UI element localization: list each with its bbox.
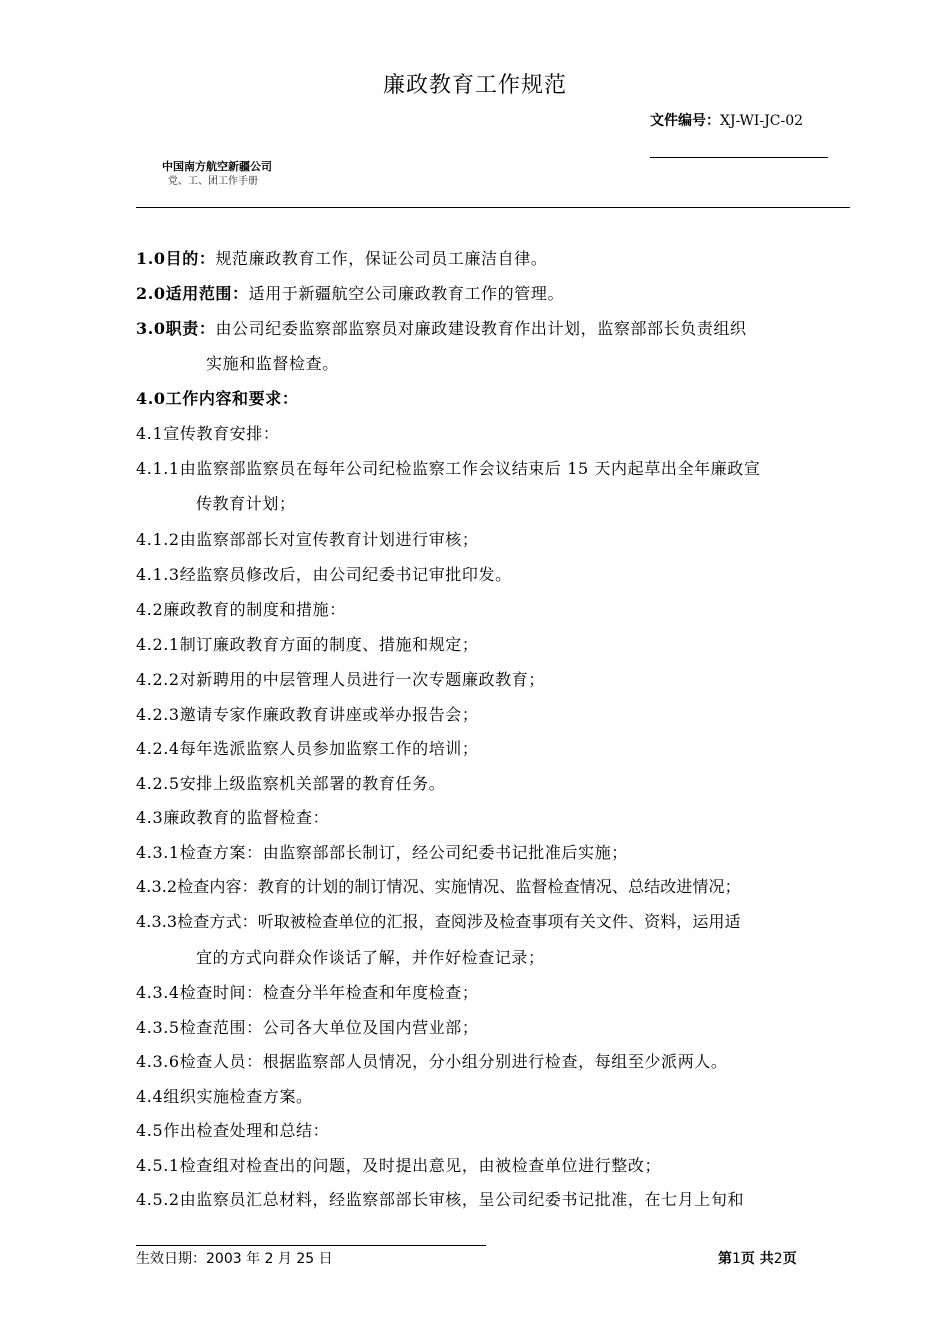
section-purpose (136, 246, 547, 269)
list-item: 4.5.1检查组对检查出的问题，及时提出意见，由被检查单位进行整改； (136, 1156, 662, 1175)
list-item-cont: 传教育计划； (196, 494, 296, 513)
effective-date: 生效日期：2003 年 2 月 25 日 (136, 1251, 333, 1267)
list-item: 4.2.5安排上级监察机关部署的教育任务。 (136, 774, 446, 793)
list-item: 4.2.4每年选派监察人员参加监察工作的培训； (136, 739, 479, 758)
section-content-heading: 4.0工作内容和要求： (136, 389, 299, 408)
page-indicator (718, 1248, 797, 1268)
footer-divider (136, 1245, 486, 1246)
list-item: 4.3廉政教育的监督检查： (136, 808, 330, 827)
document-number-underline (650, 157, 828, 158)
list-item: 4.4组织实施检查方案。 (136, 1087, 313, 1106)
list-item: 4.2廉政教育的制度和措施： (136, 600, 346, 619)
list-item: 4.1.3经监察员修改后，由公司纪委书记审批印发。 (136, 565, 512, 584)
document-number-label: 文件编号： (650, 113, 720, 129)
document-title: 廉政教育工作规范 (382, 73, 567, 98)
list-item: 4.2.2对新聘用的中层管理人员进行一次专题廉政教育； (136, 670, 545, 689)
list-item: 4.3.4检查时间：检查分半年检查和年度检查； (136, 983, 479, 1002)
section-purpose-label: 1.0目的： (136, 249, 216, 268)
section-scope-label: 2.0适用范围： (136, 284, 249, 303)
section-responsibility-text: 由公司纪委监察部监察员对廉政建设教育作出计划，监察部部长负责组织 (215, 319, 747, 338)
list-item-cont: 宜的方式向群众作谈话了解，并作好检查记录； (196, 948, 545, 967)
company-name: 中国南方航空新疆公司 (162, 160, 272, 173)
page-mid: 页 共 (740, 1251, 774, 1267)
manual-name: 党、工、团工作手册 (168, 176, 258, 187)
document-number-value: XJ-WI-JC-02 (720, 113, 804, 129)
list-item: 4.3.6检查人员：根据监察部人员情况，分小组分别进行检查，每组至少派两人。 (136, 1052, 728, 1071)
list-item: 4.1.1由监察部监察员在每年公司纪检监察工作会议结束后 15 天内起草出全年廉政宣 (136, 459, 761, 478)
list-item: 4.2.1制订廉政教育方面的制度、措施和规定； (136, 635, 479, 654)
page-total: 2 (773, 1251, 783, 1267)
section-responsibility-cont: 实施和监督检查。 (206, 354, 339, 373)
list-item: 4.5作出检查处理和总结： (136, 1121, 330, 1140)
list-item: 4.1宣传教育安排： (136, 424, 280, 443)
section-scope-text: 适用于新疆航空公司廉政教育工作的管理。 (248, 284, 565, 303)
list-item: 4.2.3邀请专家作廉政教育讲座或举办报告会； (136, 705, 479, 724)
list-item: 4.3.5检查范围：公司各大单位及国内营业部； (136, 1018, 479, 1037)
section-purpose-text: 规范廉政教育工作，保证公司员工廉洁自律。 (215, 249, 548, 268)
section-responsibility-label: 3.0职责： (136, 319, 216, 338)
list-item: 4.3.3检查方式：听取被检查单位的汇报，查阅涉及检查事项有关文件、资料，运用适 (136, 912, 741, 931)
list-item: 4.1.2由监察部部长对宣传教育计划进行审核； (136, 530, 479, 549)
page-current: 1 (732, 1251, 741, 1267)
section-scope (136, 281, 564, 304)
list-item: 4.3.2检查内容：教育的计划的制订情况、实施情况、监督检查情况、总结改进情况； (136, 877, 741, 896)
list-item: 4.5.2由监察员汇总材料，经监察部部长审核，呈公司纪委书记批准，在七月上旬和 (136, 1190, 745, 1209)
page-prefix: 第 (718, 1251, 732, 1267)
header-divider (136, 207, 850, 208)
page-suffix: 页 (782, 1251, 797, 1267)
list-item: 4.3.1检查方案：由监察部部长制订，经公司纪委书记批准后实施； (136, 843, 628, 862)
section-responsibility (136, 316, 747, 339)
document-number (650, 110, 803, 130)
